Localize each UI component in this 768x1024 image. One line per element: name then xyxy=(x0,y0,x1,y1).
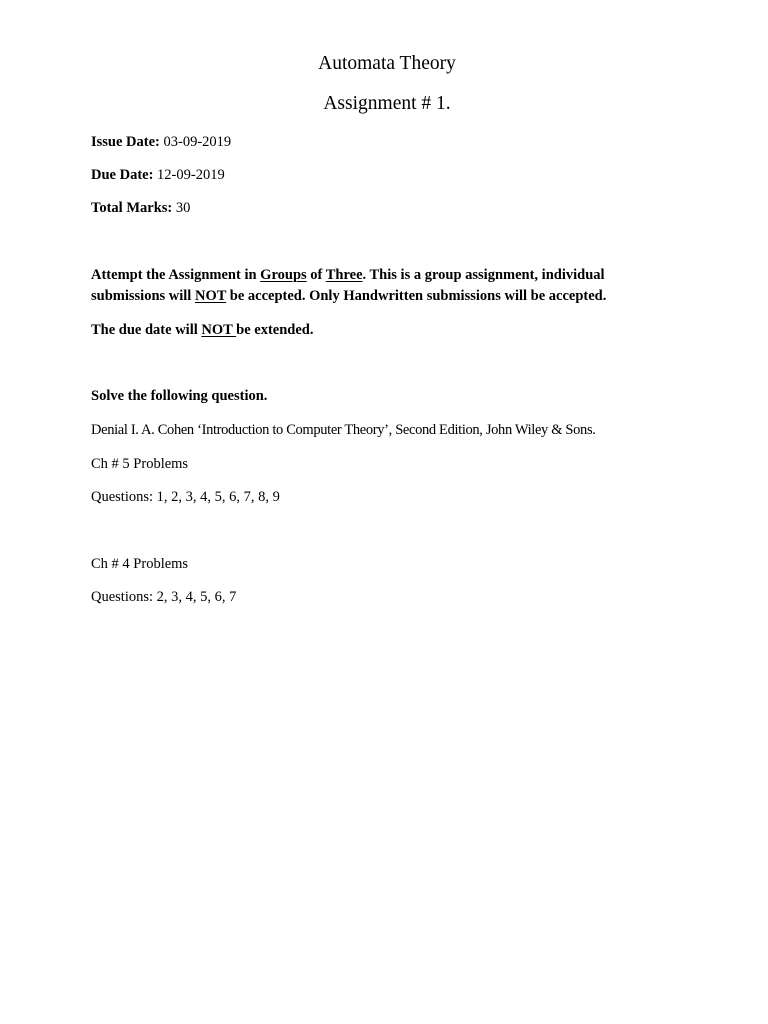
deadline-text: be extended. xyxy=(236,322,314,338)
issue-date-label: Issue Date: xyxy=(91,134,160,150)
document-subtitle: Assignment # 1. xyxy=(323,93,451,114)
chapter-5-label: Ch # 5 Problems xyxy=(91,456,189,472)
due-date-value: 12-09-2019 xyxy=(153,167,225,183)
task-heading: Solve the following question. xyxy=(91,388,268,404)
total-marks-value: 30 xyxy=(172,200,191,216)
instruction-text: Attempt the Assignment in xyxy=(91,267,261,283)
instruction-text: of xyxy=(306,267,326,283)
instruction-text: submissions will xyxy=(91,288,195,304)
due-date-label: Due Date: xyxy=(91,167,154,183)
issue-date-line xyxy=(91,132,231,152)
total-marks-label: Total Marks: xyxy=(91,200,173,216)
deadline-notice xyxy=(91,320,314,340)
due-date-line xyxy=(91,165,225,185)
book-reference: Denial I. A. Cohen ‘Introduction to Computer Theory’, Second Edition, John Wiley & Sons. xyxy=(91,422,596,438)
chapter-4-questions: Questions: 2, 3, 4, 5, 6, 7 xyxy=(91,589,237,605)
chapter-5-questions: Questions: 1, 2, 3, 4, 5, 6, 7, 8, 9 xyxy=(91,489,280,505)
total-marks-line xyxy=(91,198,190,218)
deadline-text: The due date will xyxy=(91,322,202,338)
instruction-text: . This is a group assignment, individual xyxy=(362,267,605,283)
chapter-4-label: Ch # 4 Problems xyxy=(91,556,189,572)
document-title: Automata Theory xyxy=(318,53,456,74)
three-emphasis: Three xyxy=(325,267,363,283)
instruction-text: be accepted. Only Handwritten submissions will be accepted. xyxy=(226,288,607,304)
issue-date-value: 03-09-2019 xyxy=(159,134,232,150)
not-emphasis: NOT xyxy=(201,322,237,338)
not-emphasis: NOT xyxy=(194,288,227,304)
instruction-line-2 xyxy=(91,286,606,306)
groups-emphasis: Groups xyxy=(260,267,307,283)
instruction-line-1 xyxy=(91,265,605,285)
